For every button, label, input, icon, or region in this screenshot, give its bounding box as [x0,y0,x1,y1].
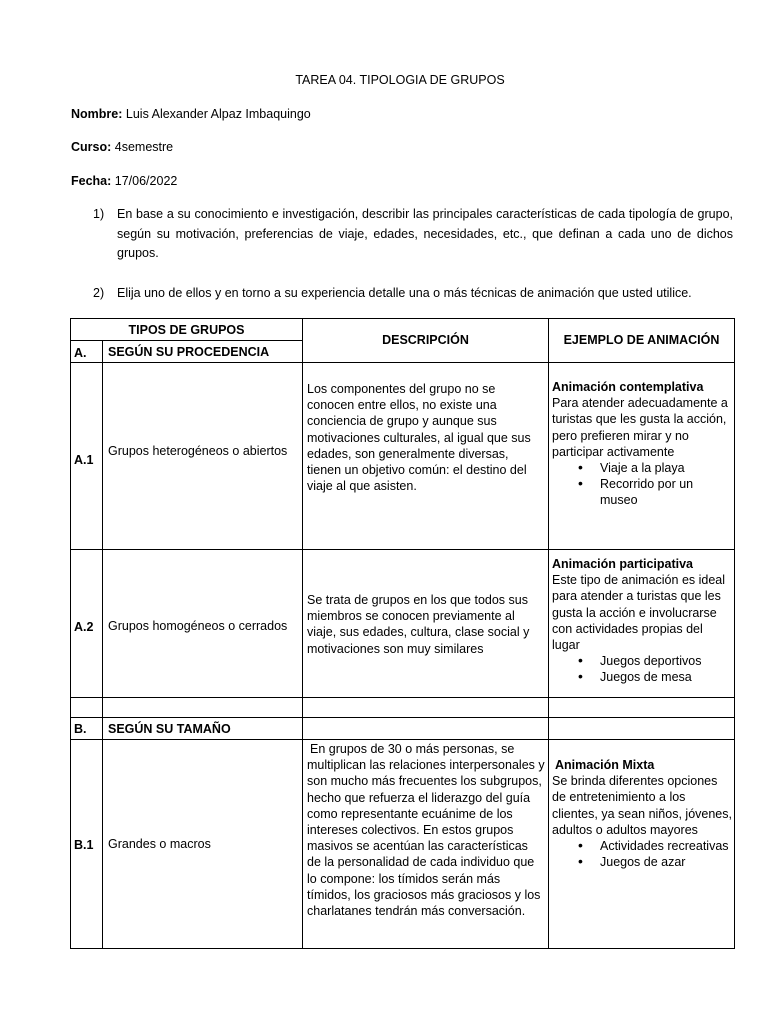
row-b1-type: Grandes o macros [108,837,211,851]
list-item: • Juegos deportivos [552,653,732,669]
section-b-label: SEGÚN SU TAMAÑO [108,722,231,736]
row-a1-example [552,379,732,509]
row-b1-example-title: Animación Mixta [555,758,655,772]
date-label: Fecha: [71,174,112,188]
row-a1-example-title: Animación contemplativa [552,380,704,394]
row-a1-bullets [552,460,732,509]
header-descripcion: DESCRIPCIÓN [382,333,469,347]
row-b1-bullets [552,838,732,870]
row-a1-type: Grupos heterogéneos o abiertos [108,444,288,458]
row-a1-description: Los componentes del grupo no se conocen entre ellos, no existe una conciencia de grupo y aunque sus motivaciones culturales, al igual que sus edades, son generalmente diversas, tienen un objetivo común: el destino del viaje al que asisten. [307,382,531,494]
name-value: Luis Alexander Alpaz Imbaquingo [125,107,311,121]
row-a2-example [552,556,732,686]
question-1-text: En base a su conocimiento e investigación, describir las principales características de cada tipología de grupo, según su motivación, preferencias de viaje, edades, necesidades, etc., que definan a cada uno de dichos grupos. [117,207,733,260]
row-a1-code: A.1 [74,453,94,467]
row-a2-code: A.2 [74,620,94,634]
row-b1-description: En grupos de 30 o más personas, se multiplican las relaciones interpersonales y son mucho más frecuentes los subgrupos, hecho que refuerza el liderazgo del guía como representante ecuánime de los intereses colectivos. En estos grupos masivos se acentúan las características de la personalidad de cada individuo que lo compone: los tímidos serán más tímidos, los graciosos más graciosos y los charlatanes tendrán más conversación. [307,742,545,919]
question-2-text: Elija uno de ellos y en torno a su experiencia detalle una o más técnicas de animación que usted utilice. [117,286,692,300]
date-value: 17/06/2022 [114,174,178,188]
row-a2-description: Se trata de grupos en los que todos sus miembros se conocen previamente al viaje, sus edades, cultura, clase social y motivaciones son muy similares [307,593,530,656]
header-ejemplo: EJEMPLO DE ANIMACIÓN [563,333,720,347]
row-a2-example-title: Animación participativa [552,557,694,571]
header-tipos: TIPOS DE GRUPOS [128,323,245,337]
row-b1-example-text: Se brinda diferentes opciones de entretenimiento a los clientes, ya sean niños, jóvenes, adultos o adultos mayores [552,774,732,837]
row-a2-bullets [552,653,732,685]
row-b1-code: B.1 [74,838,94,852]
list-item: • Recorrido por un museo [552,476,732,508]
course-value: 4semestre [114,140,174,154]
list-item: • Juegos de mesa [552,669,732,685]
course-label: Curso: [71,140,112,154]
list-item: • Juegos de azar [552,854,732,870]
row-a1-example-text: Para atender adecuadamente a turistas que les gusta la acción, pero prefieren mirar y no participar activamente [552,396,728,459]
question-1-number: 1) [93,207,105,221]
section-a-label: SEGÚN SU PROCEDENCIA [108,345,270,359]
list-item: • Actividades recreativas [552,838,732,854]
row-a2-type: Grupos homogéneos o cerrados [108,619,288,633]
row-a2-example-text: Este tipo de animación es ideal para atender a turistas que les gusta la acción e involucrarse con actividades propias del lugar [552,573,726,653]
name-label: Nombre: [71,107,123,121]
question-2-number: 2) [93,286,105,300]
section-a-code: A. [74,346,87,360]
list-item: • Viaje a la playa [552,460,732,476]
document-title: TAREA 04. TIPOLOGIA DE GRUPOS [295,73,505,87]
section-b-code: B. [74,722,87,736]
row-b1-example [552,757,732,870]
